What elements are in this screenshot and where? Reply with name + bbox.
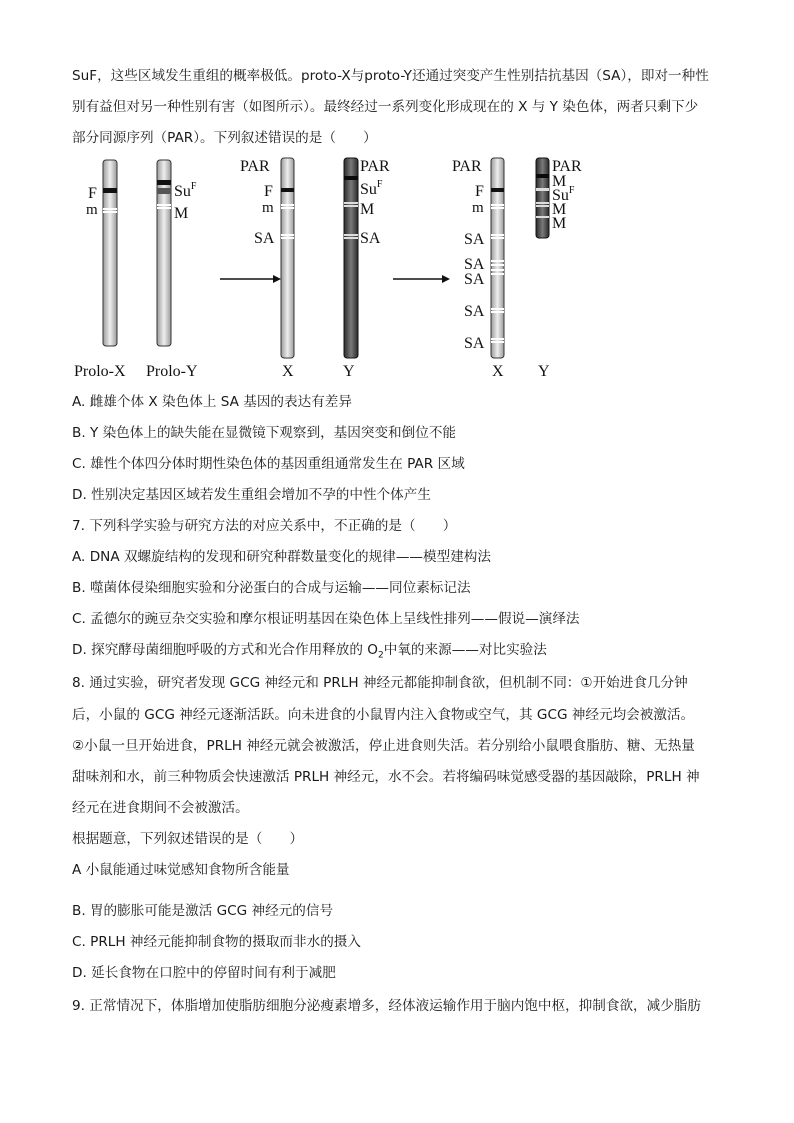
proto-y-chromosome <box>157 160 197 346</box>
label-prolo-x: Prolo-X <box>74 363 126 380</box>
intro-line-3: 部分同源序列（PAR）。下列叙述错误的是（ ） <box>72 130 377 146</box>
label-m: m <box>472 200 484 216</box>
q8-line-3: ②小鼠一旦开始进食，PRLH 神经元就会被激活，停止进食则失活。若分别给小鼠喂食脂肪、糖、无热量 <box>72 738 695 754</box>
label-sa: SA <box>254 230 275 247</box>
label-m-upper: M <box>174 205 189 222</box>
label-sa: SA <box>464 256 485 273</box>
label-m: m <box>262 200 274 216</box>
intro-line-2: 别有益但对另一种性别有害（如图所示）。最终经过一系列变化形成现在的 X 与 Y 染色体，两者只剩下少 <box>72 99 699 115</box>
q7-option-d-sub: 2 <box>378 650 384 661</box>
label-sa: SA <box>464 271 485 288</box>
q9-line-1: 9. 正常情况下，体脂增加使脂肪细胞分泌瘦素增多，经体液运输作用于脑内饱中枢，抑制食欲，减少脂肪 <box>72 998 702 1014</box>
label-par: PAR <box>360 158 390 175</box>
label-f: F <box>264 183 273 200</box>
middle-x-chromosome <box>240 158 294 380</box>
final-y-chromosome <box>536 158 582 380</box>
q8-line-1: 8. 通过实验，研究者发现 GCG 神经元和 PRLH 神经元都能抑制食欲，但机制不同：①开始进食几分钟 <box>72 675 688 691</box>
q7-option-a: A. DNA 双螺旋结构的发现和研究种群数量变化的规律——模型建构法 <box>72 549 491 565</box>
q8-line-5: 经元在进食期间不会被激活。 <box>72 800 249 816</box>
q8-option-b: B. 胃的膨胀可能是激活 GCG 神经元的信号 <box>72 903 334 919</box>
q7-option-b: B. 噬菌体侵染细胞实验和分泌蛋白的合成与运输——同位素标记法 <box>72 580 471 596</box>
label-m: m <box>86 202 98 218</box>
q8-line-2: 后，小鼠的 GCG 神经元逐渐活跃。向未进食的小鼠胃内注入食物或空气，其 GCG 神经元均会被激活。 <box>72 707 695 723</box>
label-suf-sup: F <box>568 185 575 196</box>
label-par: PAR <box>240 158 270 175</box>
q8-option-c: C. PRLH 神经元能抑制食物的摄取而非水的摄入 <box>72 934 361 950</box>
label-suf: Su <box>174 183 191 200</box>
label-m-upper: M <box>552 215 567 232</box>
label-y: Y <box>538 363 550 380</box>
q7-option-d <box>72 638 547 661</box>
svg-text:SuF <box>174 181 197 200</box>
q8-option-d: D. 延长食物在口腔中的停留时间有利于减肥 <box>72 965 336 981</box>
label-sa: SA <box>464 231 485 248</box>
chromosome-figure <box>60 152 620 382</box>
intro-line-1: SuF，这些区域发生重组的概率极低。proto-X与proto-Y还通过突变产生性别拮抗基因（SA），即对一种性 <box>72 68 709 84</box>
label-par: PAR <box>552 158 582 175</box>
middle-y-chromosome <box>343 158 390 380</box>
svg-text:SuF <box>360 179 383 198</box>
label-f: F <box>88 185 97 202</box>
proto-x-chromosome <box>86 160 117 346</box>
q7-stem: 7. 下列科学实验与研究方法的对应关系中，不正确的是（ ） <box>72 518 457 534</box>
label-sa: SA <box>360 230 381 247</box>
q6-option-b: B. Y 染色体上的缺失能在显微镜下观察到，基因突变和倒位不能 <box>72 425 457 441</box>
q8-prompt: 根据题意，下列叙述错误的是（ ） <box>72 831 304 847</box>
label-sa: SA <box>464 303 485 320</box>
q6-option-d: D. 性别决定基因区域若发生重组会增加不孕的中性个体产生 <box>72 487 431 503</box>
label-x: X <box>282 363 294 380</box>
label-f: F <box>475 183 484 200</box>
q6-option-c: C. 雄性个体四分体时期性染色体的基因重组通常发生在 PAR 区域 <box>72 456 465 472</box>
label-sa: SA <box>464 335 485 352</box>
label-par: PAR <box>452 158 482 175</box>
label-suf: Su <box>360 181 377 198</box>
final-x-chromosome <box>452 158 504 380</box>
q7-option-d-post: 中氧的来源——对比实验法 <box>383 642 547 658</box>
q8-option-a: A 小鼠能通过味觉感知食物所含能量 <box>72 862 290 878</box>
label-m-upper: M <box>552 173 567 190</box>
label-prolo-y: Prolo-Y <box>146 363 198 380</box>
label-x: X <box>492 363 504 380</box>
label-m-upper: M <box>552 201 567 218</box>
label-suf-sup: F <box>190 181 197 192</box>
label-suf: Su <box>552 187 569 204</box>
label-y: Y <box>343 363 355 380</box>
q7-option-d-pre: D. 探究酵母菌细胞呼吸的方式和光合作用释放的 O <box>72 642 379 658</box>
q6-option-a: A. 雌雄个体 X 染色体上 SA 基因的表达有差异 <box>72 394 352 410</box>
q7-option-c: C. 孟德尔的豌豆杂交实验和摩尔根证明基因在染色体上呈线性排列——假说—演绎法 <box>72 611 580 627</box>
label-m-upper: M <box>360 201 375 218</box>
arrow-right-icon <box>393 275 450 283</box>
q8-line-4: 甜味剂和水，前三种物质会快速激活 PRLH 神经元，水不会。若将编码味觉感受器的基因敲除，PRLH 神 <box>72 769 700 785</box>
label-suf-sup: F <box>376 179 383 190</box>
arrow-right-icon <box>220 275 281 283</box>
